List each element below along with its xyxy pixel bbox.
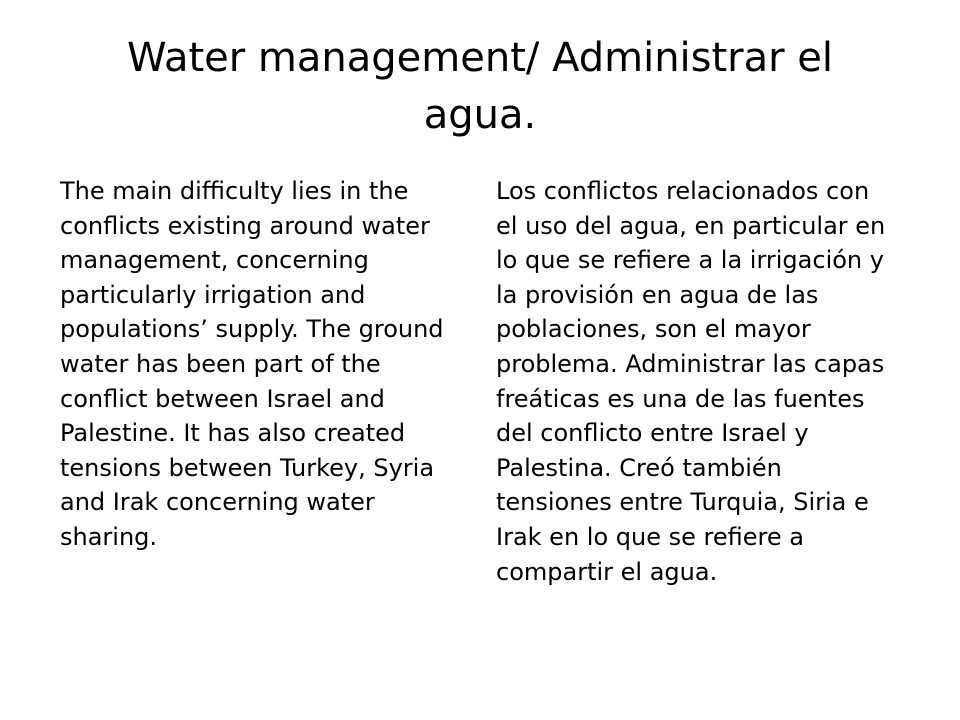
english-text-column: The main difficulty lies in the conflicts existing around water management, concerning particularly irrigation and populations’ supply. The ground water has been part of the conflict between Israel and Palestine. It has also created tensions between Turkey, Syria and Irak concerning water sharing. — [60, 177, 444, 551]
slide-title: Water management/ Administrar el agua. — [126, 35, 834, 138]
spanish-text-column: Los conflictos relacionados con el uso del agua, en particular en lo que se refiere a la irrigación y la provisión en agua de las poblaciones, son el mayor problema. Administrar las capas freáticas es una de las fuentes del conflicto entre Israel y Palestina. Creó también tensiones entre Turquia, Siria e Irak en lo que se refiere a compartir el agua. — [496, 177, 886, 586]
